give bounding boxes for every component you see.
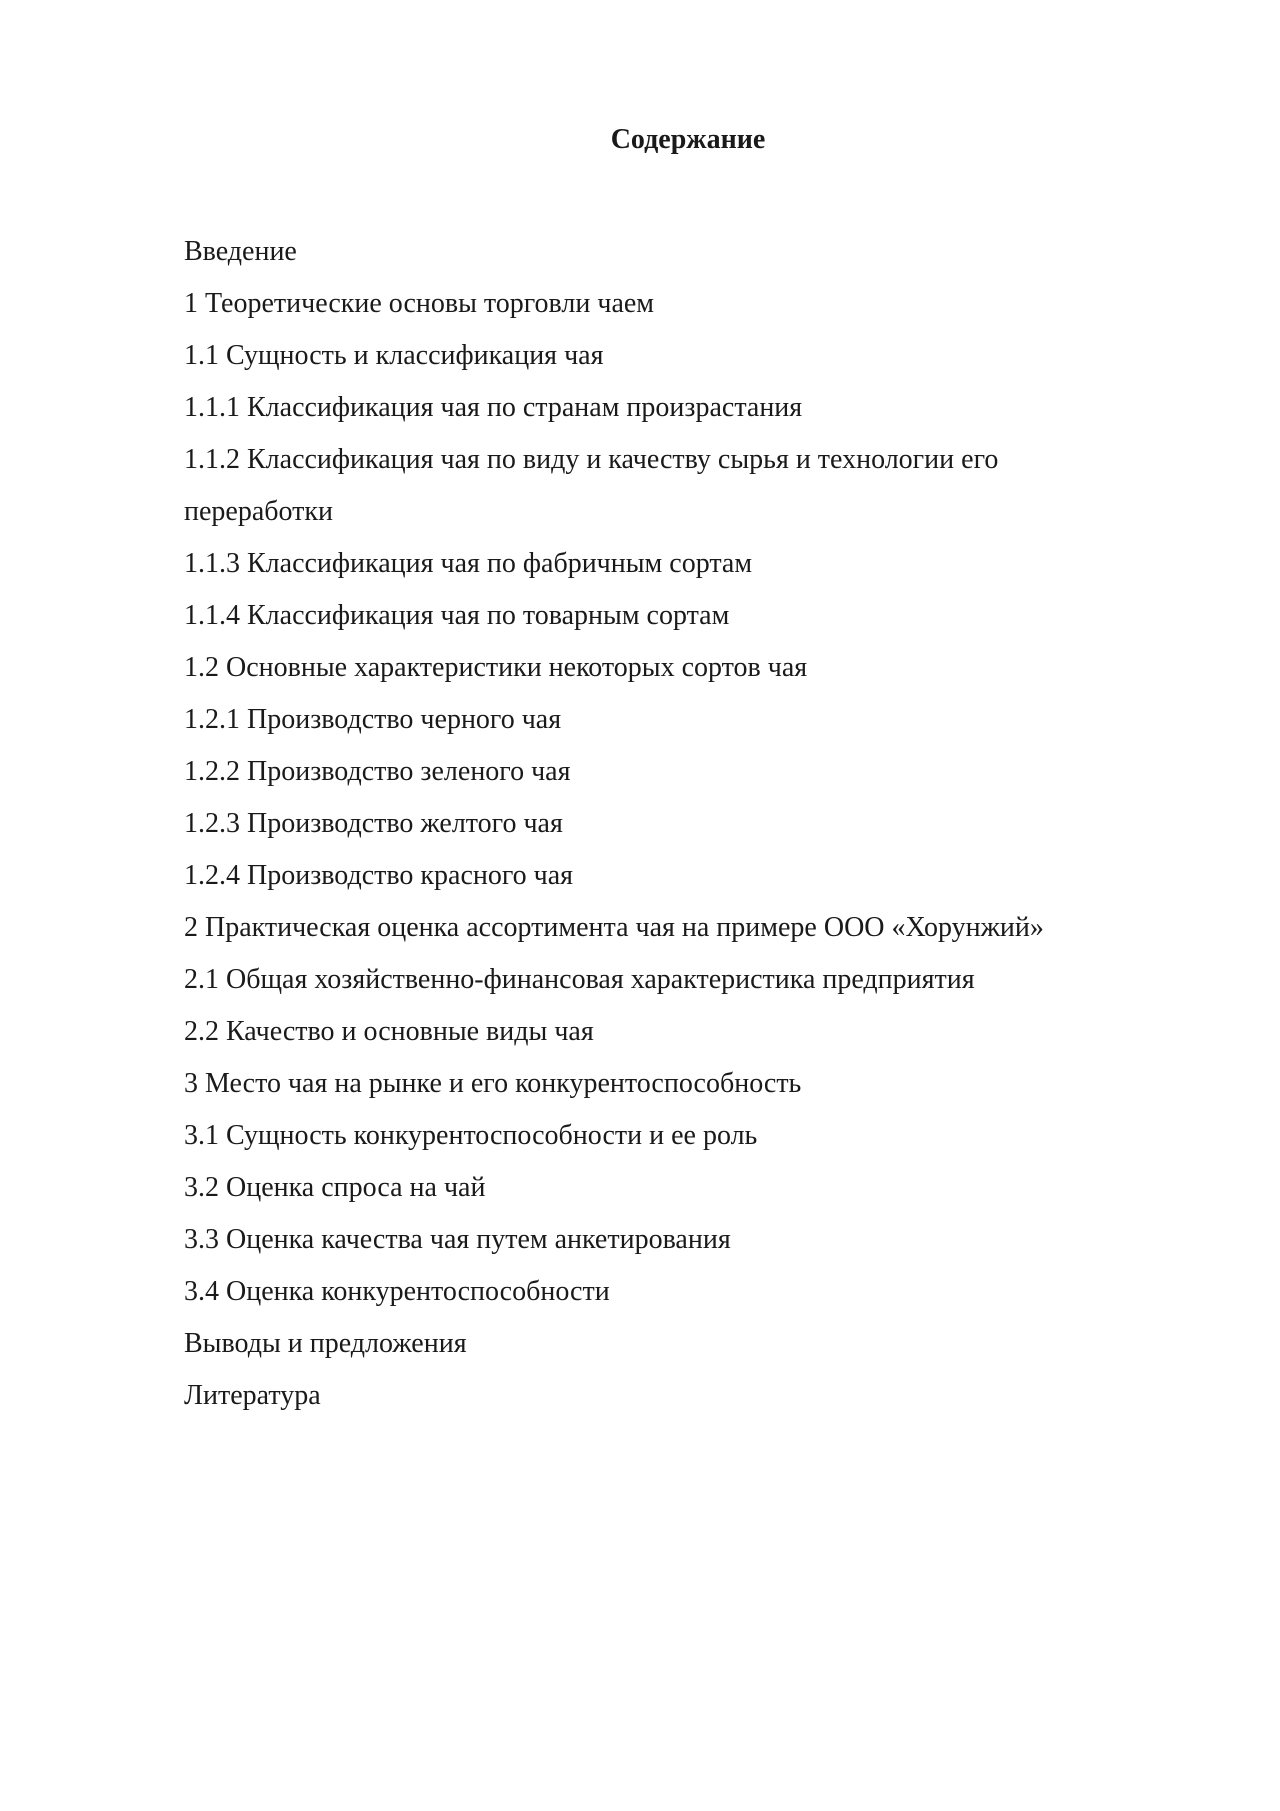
toc-entry-1: 1 Теоретические основы торговли чаем [184, 288, 655, 319]
toc-entry-1-2-3: 1.2.3 Производство желтого чая [184, 808, 563, 839]
toc-entry-2-1: 2.1 Общая хозяйственно-финансовая характеристика предприятия [184, 964, 975, 995]
toc-entry-conclusions: Выводы и предложения [184, 1328, 467, 1359]
toc-title: Содержание [610, 124, 766, 155]
toc-entry-3-2: 3.2 Оценка спроса на чай [184, 1172, 486, 1203]
toc-entry-1-2-1: 1.2.1 Производство черного чая [184, 704, 562, 735]
toc-entry-2: 2 Практическая оценка ассортимента чая на примере ООО «Хорунжий» [184, 912, 1044, 943]
toc-entry-1-2-4: 1.2.4 Производство красного чая [184, 860, 574, 891]
toc-entry-2-2: 2.2 Качество и основные виды чая [184, 1016, 594, 1047]
toc-entry-3-3: 3.3 Оценка качества чая путем анкетирования [184, 1224, 731, 1255]
toc-entry-introduction: Введение [184, 236, 297, 267]
toc-entry-1-1: 1.1 Сущность и классификация чая [184, 340, 604, 371]
toc-entry-1-2: 1.2 Основные характеристики некоторых сортов чая [184, 652, 808, 683]
toc-entry-1-2-2: 1.2.2 Производство зеленого чая [184, 756, 571, 787]
toc-entry-1-1-4: 1.1.4 Классификация чая по товарным сортам [184, 600, 730, 631]
toc-entry-3-4: 3.4 Оценка конкурентоспособности [184, 1276, 610, 1307]
toc-entry-1-1-2: 1.1.2 Классификация чая по виду и качеству сырья и технологии его переработки [184, 444, 999, 527]
toc-list [184, 226, 1124, 1422]
toc-entry-3: 3 Место чая на рынке и его конкурентоспособность [184, 1068, 802, 1099]
toc-entry-1-1-3: 1.1.3 Классификация чая по фабричным сортам [184, 548, 753, 579]
toc-entry-3-1: 3.1 Сущность конкурентоспособности и ее роль [184, 1120, 758, 1151]
toc-entry-1-1-1: 1.1.1 Классификация чая по странам произрастания [184, 392, 803, 423]
toc-entry-literature: Литература [184, 1380, 321, 1411]
